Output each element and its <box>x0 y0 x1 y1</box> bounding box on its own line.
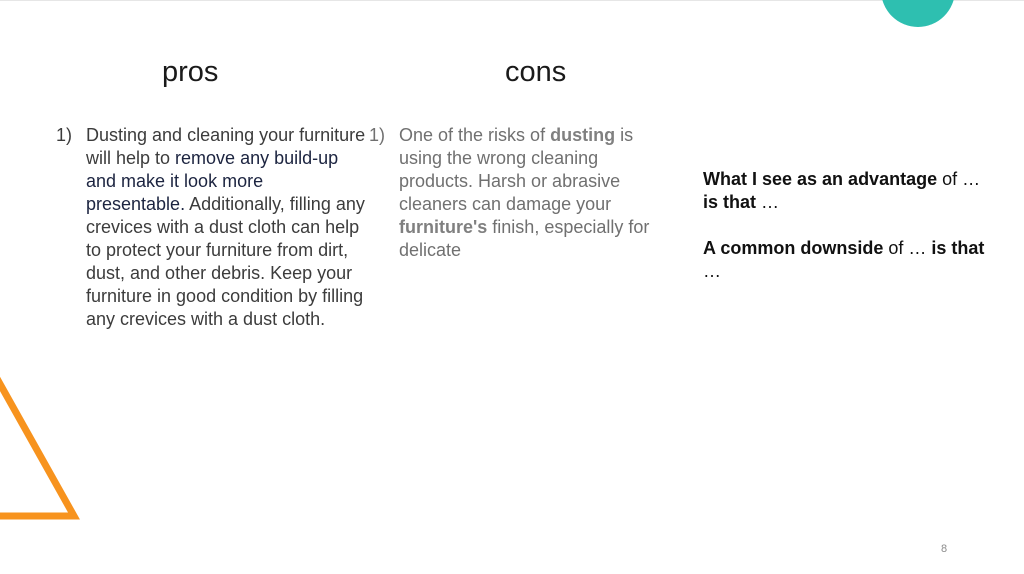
cons-heading: cons <box>505 56 567 88</box>
phrase-advantage <box>703 168 993 214</box>
teal-circle-decoration <box>881 0 955 27</box>
text-segment: finish, especially for delicate <box>399 217 650 260</box>
pros-heading: pros <box>162 56 219 88</box>
page-number: 8 <box>941 543 948 555</box>
phrase-bold: What I see as an advantage <box>703 169 938 189</box>
text-segment-dark: remove any build-up and make it look more presentable. <box>86 148 339 214</box>
phrase-downside <box>703 237 993 283</box>
cons-list <box>369 124 659 262</box>
cons-item-text <box>399 124 659 262</box>
useful-phrases <box>703 168 993 306</box>
phrase-bold: is that <box>703 192 757 212</box>
keyword-bold: dusting <box>550 125 616 145</box>
text-segment: One of the risks of <box>399 125 551 145</box>
phrase-bold: is that <box>931 238 985 258</box>
text-segment: is using the wrong cleaning products. Harsh or abrasive cleaners can damage your <box>399 125 634 214</box>
list-item <box>56 124 366 331</box>
top-divider <box>0 0 1024 1</box>
list-item <box>369 124 659 262</box>
pros-list <box>56 124 366 331</box>
item-number: 1) <box>56 125 73 145</box>
phrase-bold: A common downside <box>703 238 884 258</box>
orange-triangle-decoration <box>0 370 90 530</box>
phrase-normal: … <box>703 261 721 281</box>
text-segment: Dusting and cleaning your furniture will help to <box>86 125 366 168</box>
keyword-bold: furniture's <box>399 217 488 237</box>
pros-item-text <box>86 124 366 331</box>
item-number: 1) <box>369 125 386 145</box>
text-segment: Additionally, filling any crevices with a dust cloth can help to protect your furniture from dirt, dust, and other debris. Keep your furniture in good condition by filling any crevices with a dust cloth. <box>86 194 365 329</box>
phrase-normal: … <box>756 192 780 212</box>
phrase-normal: of … <box>937 169 981 189</box>
phrase-normal: of … <box>883 238 932 258</box>
